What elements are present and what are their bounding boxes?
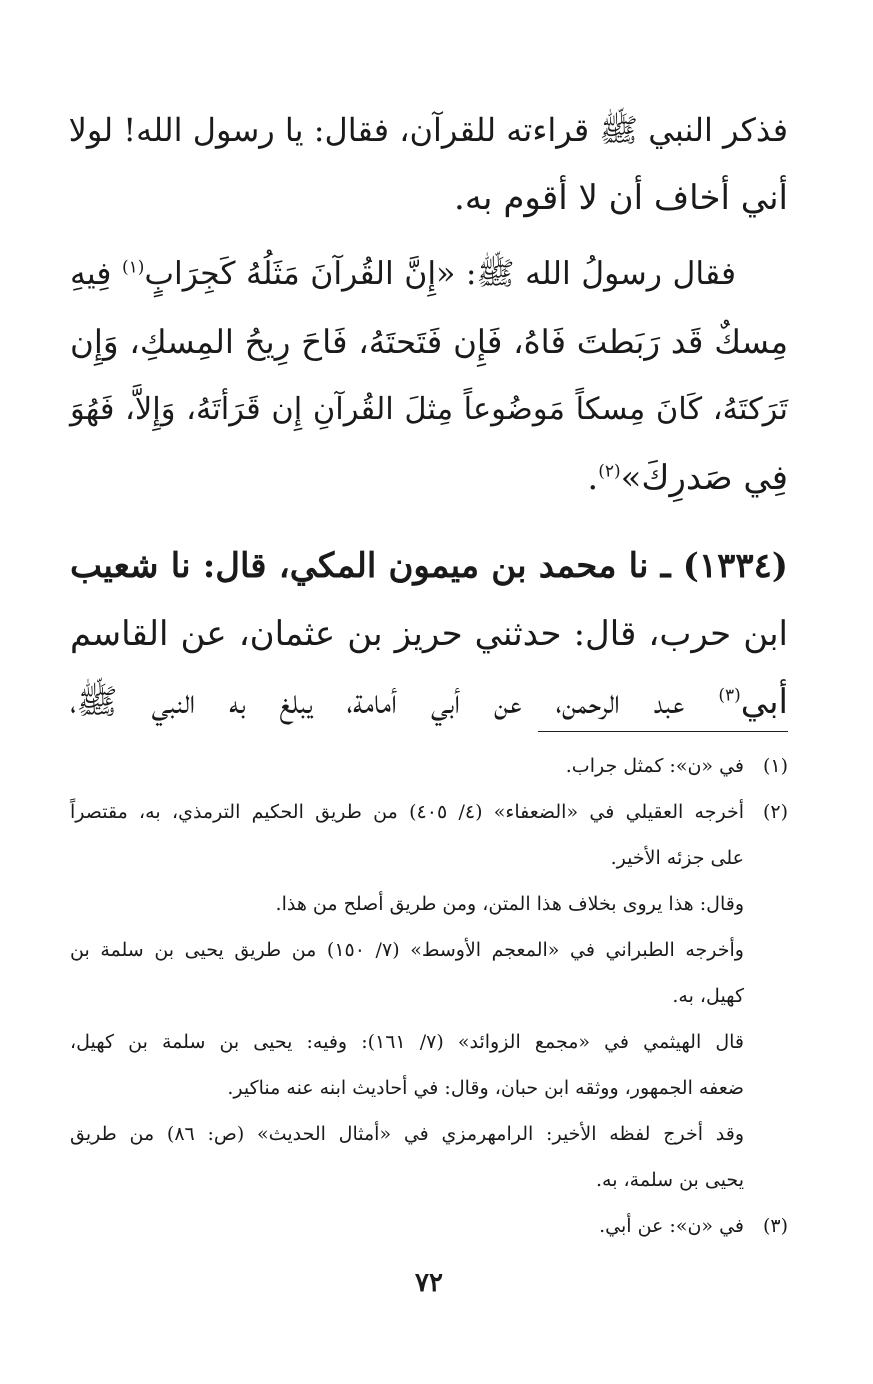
footnote-2-line8: وقد أخرج لفظه الأخير: الرامهرمزي في «أمثال الحديث» (ص: ٨٦) من طريق bbox=[70, 1123, 744, 1145]
footnote-2-line7: ضعفه الجمهور، ووثقه ابن حبان، وقال: في أحاديث ابنه عنه مناكير. bbox=[227, 1077, 744, 1099]
para2-line3: تَرَكتَهُ، كَانَ مِسكاً مَوضُوعاً مِثلَ القُرآنِ إِن قَرَأتَهُ، وَإِلاَّ، فَهُوَ bbox=[70, 392, 788, 427]
footnote-2-line1 bbox=[70, 789, 788, 835]
footnote-divider bbox=[538, 731, 788, 732]
footnote-2-line4: وأخرجه الطبراني في «المعجم الأوسط» (٧/ ١٥٠) من طريق يحيى بن سلمة بن bbox=[70, 939, 744, 961]
footnote-2-number: (٢) bbox=[762, 801, 788, 823]
footnote-ref-2: (٢) bbox=[598, 461, 621, 482]
hadith-line3-text: أبي bbox=[740, 682, 788, 722]
footnote-2-line5: كهيل، به. bbox=[672, 985, 744, 1007]
para2-line4-text: فِي صَدرِكَ» bbox=[620, 458, 788, 498]
book-page bbox=[70, 0, 788, 1384]
para2-line2: مِسكٌ قَد رَبَطتَ فَاهُ، فَإِن فَتَحتَهُ، فَاحَ رِيحُ المِسكِ، وَإِن bbox=[70, 323, 788, 361]
para2-line4-tail: . bbox=[587, 458, 599, 498]
main-text bbox=[70, 96, 788, 736]
footnote-1-number: (١) bbox=[762, 755, 788, 777]
footnote-2-line2: على جزئه الأخير. bbox=[610, 847, 744, 869]
footnote-ref-1: (١) bbox=[121, 257, 145, 278]
hadith-line2: ابن حرب، قال: حدثني حريز بن عثمان، عن القاسم bbox=[70, 614, 788, 654]
footnote-2-line9: يحيى بن سلمة، به. bbox=[595, 1169, 744, 1191]
para2-line1 bbox=[70, 240, 788, 308]
footnote-2-text: أخرجه العقيلي في «الضعفاء» (٤/ ٤٠٥) من طريق الحكيم الترمذي، به، مقتصراً bbox=[70, 801, 744, 823]
footnote-1-text: في «ن»: كمثل جراب. bbox=[565, 755, 744, 777]
hadith-line3-tail: عبد الرحمن، عن أبي أمامة، يبلغ به النبي ﷺ، bbox=[70, 682, 719, 722]
footnote-2-line3: وقال: هذا يروى بخلاف هذا المتن، ومن طريق أصلح من هذا. bbox=[275, 893, 744, 915]
para2-line1-tail: فِيهِ bbox=[70, 256, 122, 292]
hadith-line3 bbox=[70, 668, 788, 736]
page-number: ٧٢ bbox=[415, 1268, 443, 1298]
footnote-3-text: في «ن»: عن أبي. bbox=[599, 1215, 744, 1237]
paragraph-gap bbox=[70, 512, 788, 532]
footnote-1 bbox=[70, 743, 788, 789]
para1-line1: فذكر النبي ﷺ قراءته للقرآن، فقال: يا رسول الله! لولا bbox=[68, 111, 788, 149]
footnote-2-line6: قال الهيثمي في «مجمع الزوائد» (٧/ ١٦١): وفيه: يحيى بن سلمة بن كهيل، bbox=[70, 1031, 744, 1053]
footnotes bbox=[70, 743, 788, 1249]
footnote-3-number: (٣) bbox=[762, 1215, 788, 1237]
footnote-3 bbox=[70, 1203, 788, 1249]
para2-line4 bbox=[70, 444, 788, 512]
paragraph-gap bbox=[70, 232, 788, 240]
para1-line2: أني أخاف أن لا أقوم به. bbox=[454, 178, 788, 218]
para2-line1-text: فقال رسولُ الله ﷺ: «إِنَّ القُرآنَ مَثَلُهُ كَجِرَابٍ bbox=[144, 256, 737, 292]
hadith-heading-line: (١٣٣٤) ـ نا محمد بن ميمون المكي، قال: نا شعيب bbox=[70, 546, 788, 586]
footnote-ref-3: (٣) bbox=[718, 685, 741, 706]
